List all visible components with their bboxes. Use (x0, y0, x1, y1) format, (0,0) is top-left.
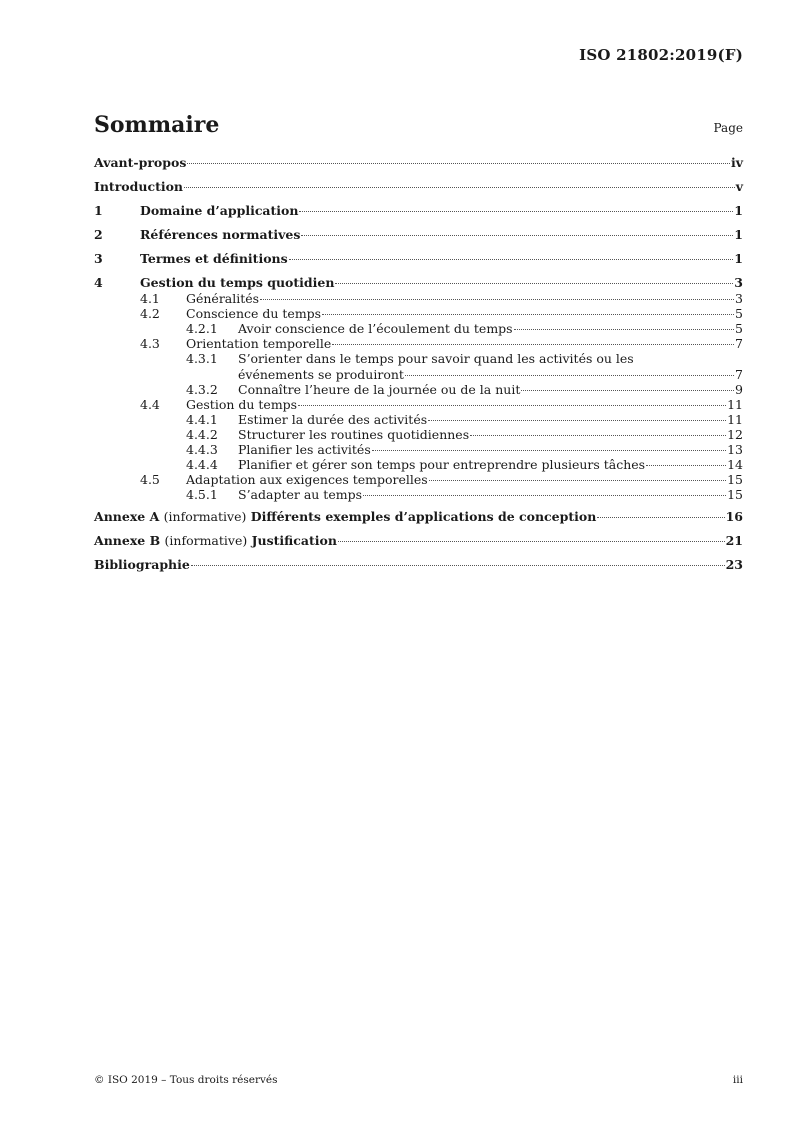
dot-leader (514, 329, 734, 330)
dot-leader (299, 211, 733, 212)
toc-entry-4-3[interactable] (94, 336, 743, 351)
annex-qualifier: (informative) (163, 509, 247, 524)
toc-entry-number: 4.4.2 (186, 427, 218, 442)
toc-entry-number: 4.4.4 (186, 457, 218, 472)
toc-entry-4-5-1[interactable] (94, 487, 743, 502)
toc-entry-number: 4 (94, 275, 103, 290)
toc-entry-page: 9 (735, 382, 743, 397)
toc-entry-4-5[interactable] (94, 472, 743, 487)
toc-entry-label: Généralités (186, 291, 260, 306)
toc-entry-number: 4.2 (140, 306, 160, 321)
toc-entry-4-3-1[interactable] (94, 351, 743, 382)
dot-leader (470, 435, 726, 436)
toc-entry-page: 12 (727, 427, 743, 442)
toc-entry-label: Termes et définitions (140, 251, 288, 266)
toc-entry-label: Structurer les routines quotidiennes (238, 427, 470, 442)
page-number: iii (732, 1074, 743, 1086)
toc-entry-label: Bibliographie (94, 557, 190, 572)
dot-leader (428, 420, 726, 421)
toc-entry-section-2[interactable] (94, 227, 743, 243)
toc-entry-page: iv (730, 155, 743, 170)
toc-entry-number: 4.5 (140, 472, 160, 487)
dot-leader (429, 480, 726, 481)
toc-entry-label (94, 533, 337, 548)
toc-entry-label (94, 509, 596, 524)
toc-entry-page: 23 (725, 557, 743, 572)
standard-id: ISO 21802:2019(F) (579, 46, 743, 64)
toc-entry-4-4-4[interactable] (94, 457, 743, 472)
toc-header (94, 112, 743, 138)
dot-leader (184, 187, 735, 188)
toc-entry-label: Planifier et gérer son temps pour entreprendre plusieurs tâches (238, 457, 646, 472)
toc-entry-page: 5 (735, 321, 743, 336)
toc-entry-label: S’adapter au temps (238, 487, 362, 502)
toc-entry-number: 4.4.1 (186, 412, 218, 427)
toc-entry-number: 4.4 (140, 397, 160, 412)
toc-entry-number: 4.4.3 (186, 442, 218, 457)
toc-entry-page: 16 (725, 509, 743, 524)
toc-entry-page: 7 (735, 367, 743, 382)
toc-entry-label: Adaptation aux exigences temporelles (186, 472, 428, 487)
toc-entry-label: Domaine d’application (140, 203, 299, 218)
page-title: Sommaire (94, 112, 220, 138)
toc-entry-4-4[interactable] (94, 397, 743, 412)
dot-leader (289, 259, 734, 260)
copyright-notice: © ISO 2019 – Tous droits réservés (94, 1074, 278, 1086)
toc-entry-bibliography[interactable] (94, 557, 743, 573)
toc-entry-4-4-2[interactable] (94, 427, 743, 442)
toc-entry-label: Gestion du temps (186, 397, 298, 412)
toc-entry-page: 3 (735, 291, 743, 306)
toc-entry-label-line1: S’orienter dans le temps pour savoir quand les activités ou les (238, 351, 634, 366)
dot-leader (646, 465, 726, 466)
dot-leader (521, 390, 734, 391)
toc-entry-page: 13 (727, 442, 743, 457)
annex-prefix: Annexe A (94, 509, 160, 524)
toc-entry-label: Conscience du temps (186, 306, 322, 321)
dot-leader (335, 283, 733, 284)
annex-prefix: Annexe B (94, 533, 161, 548)
toc-entry-4-4-3[interactable] (94, 442, 743, 457)
toc-entry-page: v (735, 179, 743, 194)
toc-entry-label-line2: événements se produiront (238, 367, 404, 382)
dot-leader (187, 163, 730, 164)
toc-entry-foreword[interactable] (94, 155, 743, 171)
toc-entry-label: Gestion du temps quotidien (140, 275, 335, 290)
annex-qualifier: (informative) (164, 533, 248, 548)
toc-entry-section-1[interactable] (94, 203, 743, 219)
toc-entry-4-1[interactable] (94, 291, 743, 306)
toc-entry-label: Avoir conscience de l’écoulement du temps (238, 321, 513, 336)
toc-entry-page: 14 (727, 457, 743, 472)
toc-entry-number: 4.3.1 (186, 351, 218, 366)
toc-entry-label: Avant-propos (94, 155, 187, 170)
toc-entry-label: Orientation temporelle (186, 336, 332, 351)
toc-entry-label: Introduction (94, 179, 184, 194)
toc-entry-4-3-2[interactable] (94, 382, 743, 397)
toc-entry-page: 3 (734, 275, 743, 290)
toc-entry-number: 4.3 (140, 336, 160, 351)
toc-entry-page: 11 (727, 412, 743, 427)
toc-entry-section-3[interactable] (94, 251, 743, 267)
toc-entry-page: 7 (735, 336, 743, 351)
toc-entry-4-2[interactable] (94, 306, 743, 321)
toc-entry-label: Planifier les activités (238, 442, 371, 457)
toc-entry-number: 4.1 (140, 291, 160, 306)
toc-entry-introduction[interactable] (94, 179, 743, 195)
dot-leader (322, 314, 734, 315)
toc-entry-page: 1 (734, 203, 743, 218)
dot-leader (191, 565, 725, 566)
toc-entry-number: 2 (94, 227, 103, 242)
toc-entry-page: 15 (727, 487, 743, 502)
page-footer (94, 1074, 743, 1086)
toc-entry-number: 3 (94, 251, 103, 266)
toc-entry-number: 4.3.2 (186, 382, 218, 397)
toc-entry-annex-b[interactable] (94, 533, 743, 549)
dot-leader (363, 495, 726, 496)
toc-entry-4-4-1[interactable] (94, 412, 743, 427)
dot-leader (597, 517, 724, 518)
toc-entry-page: 11 (727, 397, 743, 412)
annex-title: Justification (251, 533, 337, 548)
table-of-contents (94, 155, 743, 573)
toc-entry-label: Références normatives (140, 227, 301, 242)
toc-entry-4-2-1[interactable] (94, 321, 743, 336)
toc-entry-label: Estimer la durée des activités (238, 412, 428, 427)
toc-entry-page: 15 (727, 472, 743, 487)
toc-entry-number: 4.2.1 (186, 321, 218, 336)
toc-entry-section-4[interactable] (94, 275, 743, 291)
toc-entry-label: Connaître l’heure de la journée ou de la nuit (238, 382, 521, 397)
annex-title: Différents exemples d’applications de conception (250, 509, 597, 524)
dot-leader (332, 344, 734, 345)
toc-entry-annex-a[interactable] (94, 509, 743, 525)
dot-leader (298, 405, 726, 406)
toc-entry-page: 1 (734, 251, 743, 266)
dot-leader (301, 235, 733, 236)
toc-entry-number: 4.5.1 (186, 487, 218, 502)
dot-leader (372, 450, 726, 451)
dot-leader (338, 541, 725, 542)
page-column-label: Page (713, 121, 743, 135)
toc-entry-page: 1 (734, 227, 743, 242)
toc-entry-page: 5 (735, 306, 743, 321)
toc-entry-page: 21 (725, 533, 743, 548)
dot-leader (260, 299, 734, 300)
dot-leader (405, 375, 734, 376)
toc-entry-number: 1 (94, 203, 103, 218)
